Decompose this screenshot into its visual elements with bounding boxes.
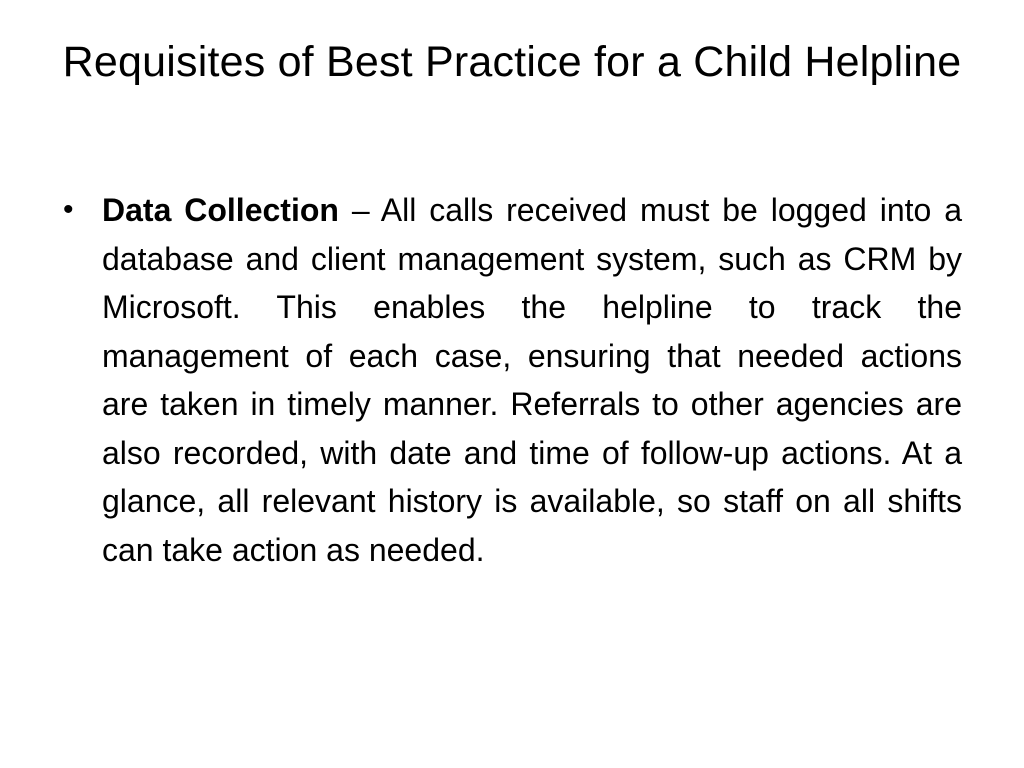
bullet-item-data-collection — [60, 186, 962, 574]
bullet-term: Data Collection — [102, 192, 339, 228]
bullet-text: All calls received must be logged into a database and client management system, such as CRM by Microsoft. This enables the helpline to track the management of each case, ensuring that needed actions are taken in timely manner. Referrals to other agencies are also recorded, with date and time of follow-up actions. At a glance, all relevant history is available, so staff on all shifts can take action as needed. — [102, 192, 963, 568]
bullet-list — [60, 186, 962, 574]
slide-title: Requisites of Best Practice for a Child Helpline — [62, 38, 962, 86]
bullet-marker: • — [63, 193, 74, 226]
bullet-separator: – — [338, 192, 381, 228]
